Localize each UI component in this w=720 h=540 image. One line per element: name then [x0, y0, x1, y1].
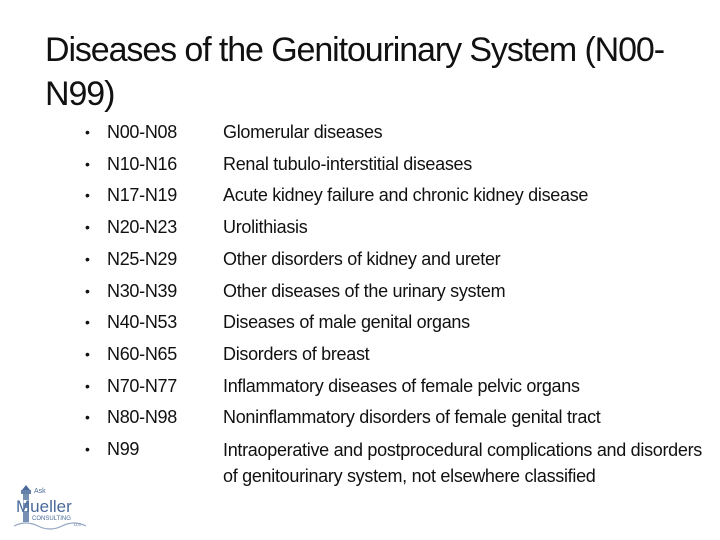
code-item: • N70-N77: [85, 371, 177, 403]
bullet: •: [85, 124, 90, 140]
description-list: [223, 117, 703, 489]
bullet: •: [85, 409, 90, 426]
code-item: • N20-N23: [85, 212, 177, 244]
bullet: •: [85, 314, 90, 331]
description-item: Other diseases of the urinary system: [223, 280, 506, 301]
logo-text-llc: LLC: [74, 522, 82, 527]
code-item: • N60-N65: [85, 339, 177, 371]
slide-title: Diseases of the Genitourinary System (N00-N99): [45, 31, 664, 113]
bullet: •: [85, 282, 90, 299]
description-item: Acute kidney failure and chronic kidney disease: [223, 185, 589, 206]
code-item: • N80-N98: [85, 402, 177, 434]
code-list: [85, 117, 177, 466]
logo-text-ask: Ask: [34, 488, 46, 495]
description-item: Diseases of male genital organs: [223, 312, 470, 333]
bullet: •: [85, 250, 90, 267]
code-item: • N40-N53: [85, 307, 177, 339]
description-item: Urolithiasis: [223, 217, 308, 238]
logo-text-mueller: Mueller: [16, 497, 72, 516]
bullet: •: [85, 441, 90, 458]
bullet: •: [85, 155, 90, 172]
description-item: Intraoperative and postprocedural complications and disorders of genitourinary system, not elsewhere classified: [223, 440, 702, 487]
company-logo: [14, 484, 86, 530]
code-item: • N99: [85, 434, 177, 466]
description-item: Inflammatory diseases of female pelvic organs: [223, 375, 580, 396]
description-item: Glomerular diseases: [223, 122, 383, 142]
description-item: Other disorders of kidney and ureter: [223, 248, 501, 269]
description-item: Disorders of breast: [223, 343, 370, 364]
code-item: • N30-N39: [85, 276, 177, 308]
bullet: •: [85, 187, 90, 204]
bullet: •: [85, 219, 90, 236]
bullet: •: [85, 377, 90, 394]
description-item: Noninflammatory disorders of female genital tract: [223, 407, 601, 428]
code-item: • N17-N19: [85, 180, 177, 212]
description-item: Renal tubulo-interstitial diseases: [223, 153, 472, 174]
code-item: • N00-N08: [85, 117, 177, 149]
code-item: • N10-N16: [85, 149, 177, 181]
bullet: •: [85, 345, 90, 362]
logo-text-consulting: CONSULTING: [32, 516, 71, 522]
code-item: • N25-N29: [85, 244, 177, 276]
